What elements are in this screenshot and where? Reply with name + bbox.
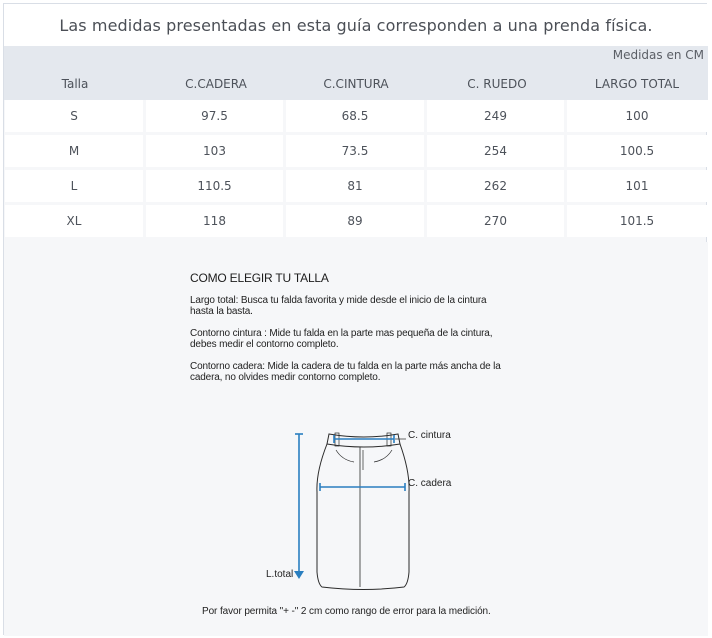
cell-cadera: 118 (146, 205, 283, 237)
cell-size: XL (5, 205, 143, 237)
paragraph-line: hasta la basta. (190, 306, 253, 317)
table-row (4, 170, 708, 202)
guide-title: COMO ELEGIR TU TALLA (190, 271, 329, 285)
paragraph-line: cadera, no olvides medir contorno completo. (190, 372, 381, 383)
cell-cadera: 103 (146, 135, 283, 167)
col-header-ruedo: C. RUEDO (467, 77, 527, 91)
paragraph-line: Contorno cadera: Mide la cadera de tu falda en la parte más ancha de la (190, 361, 501, 372)
col-header-largo: LARGO TOTAL (594, 77, 680, 91)
table-row (4, 205, 708, 237)
cell-ruedo: 249 (427, 100, 564, 132)
cell-cintura: 81 (286, 170, 424, 202)
cell-largo: 101.5 (567, 205, 707, 237)
cell-cintura: 73.5 (286, 135, 424, 167)
table-row (4, 100, 708, 132)
cell-ruedo: 270 (427, 205, 564, 237)
col-header-cintura: C.CINTURA (323, 77, 389, 91)
skirt-outline (317, 433, 409, 590)
waist-label: C. cintura (408, 430, 451, 441)
paragraph-line: Largo total: Busca tu falda favorita y mide desde el inicio de la cintura (190, 295, 487, 306)
size-guide-panel (3, 3, 707, 635)
how-to-measure-section (4, 242, 708, 636)
table-row (4, 135, 708, 167)
hip-arrow (320, 483, 405, 491)
guide-heading: Las medidas presentadas en esta guía corresponden a una prenda física. (4, 4, 708, 47)
size-table-body (4, 100, 708, 240)
cell-largo: 101 (567, 170, 707, 202)
cell-size: L (5, 170, 143, 202)
hip-label: C. cadera (408, 478, 452, 489)
cell-ruedo: 262 (427, 170, 564, 202)
cell-ruedo: 254 (427, 135, 564, 167)
cell-largo: 100 (567, 100, 707, 132)
skirt-diagram (4, 242, 708, 636)
length-label: L.total (266, 569, 294, 580)
cell-cintura: 68.5 (286, 100, 424, 132)
length-arrow (294, 434, 304, 579)
col-header-cadera: C.CADERA (185, 77, 247, 91)
cell-cintura: 89 (286, 205, 424, 237)
units-note: Medidas en CM (612, 48, 704, 62)
cell-size: S (5, 100, 143, 132)
col-header-talla: Talla (61, 77, 89, 91)
error-margin-note: Por favor permita "+ -" 2 cm como rango de error para la medición. (202, 606, 491, 617)
table-header (4, 46, 708, 100)
cell-cadera: 110.5 (146, 170, 283, 202)
cell-largo: 100.5 (567, 135, 707, 167)
cell-cadera: 97.5 (146, 100, 283, 132)
paragraph-line: debes medir el contorno completo. (190, 339, 339, 350)
paragraph-line: Contorno cintura : Mide tu falda en la parte mas pequeña de la cintura, (190, 328, 493, 339)
cell-size: M (5, 135, 143, 167)
